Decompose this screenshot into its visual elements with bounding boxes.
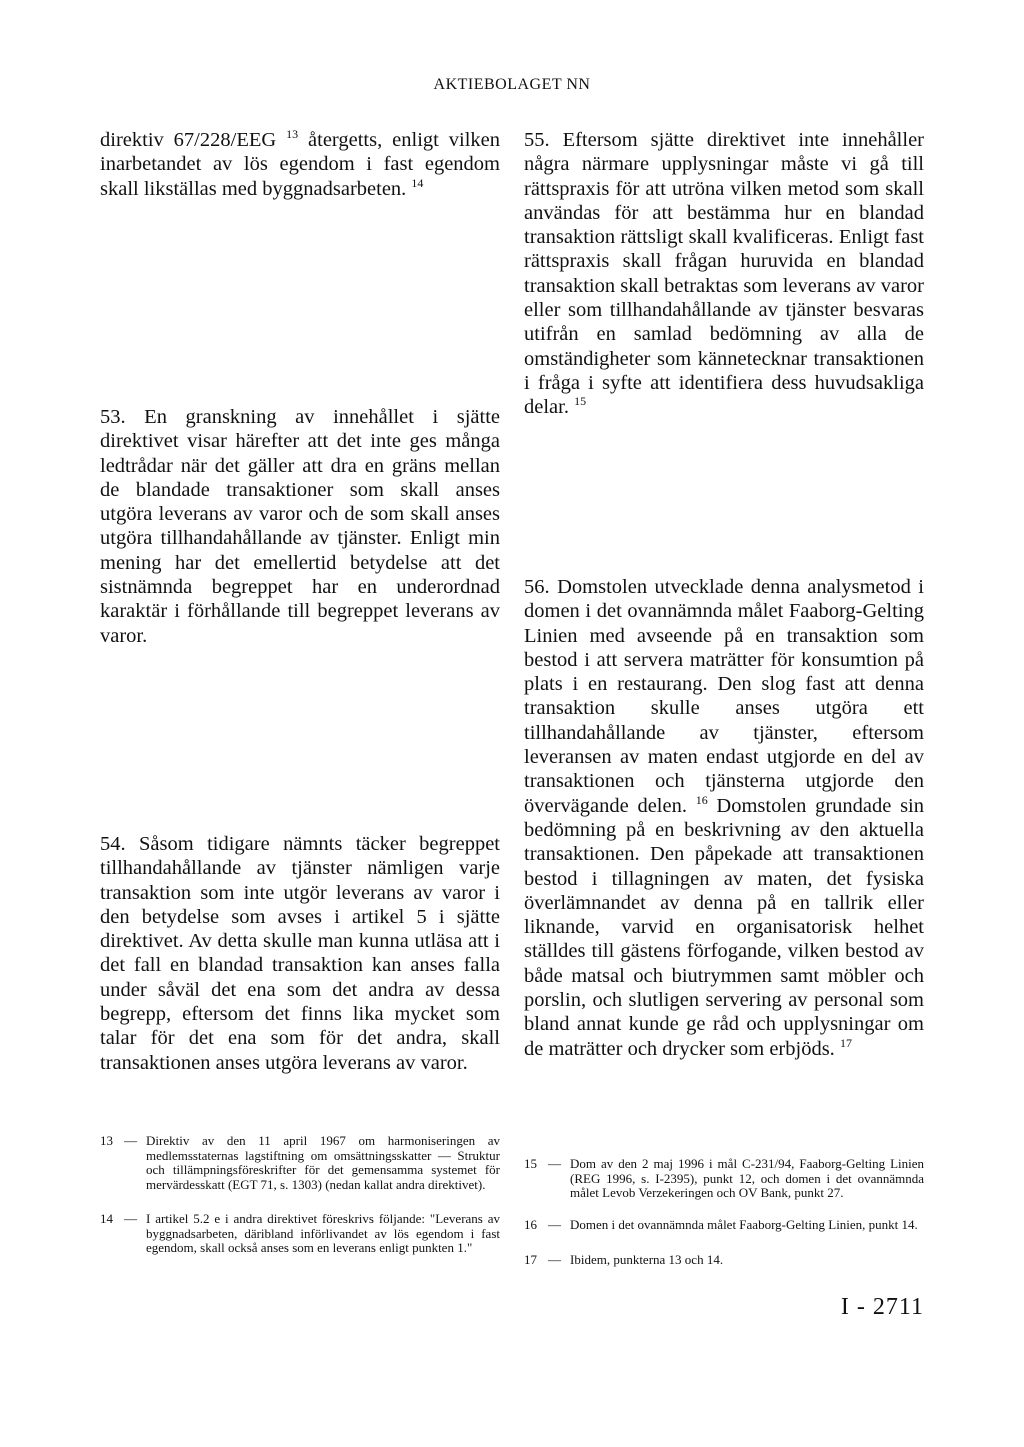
running-header: AKTIEBOLAGET NN: [433, 76, 591, 93]
footnote-17: 17 — Ibidem, punkterna 13 och 14.: [524, 1252, 724, 1267]
paragraph-continuation: direktiv 67/228/EEG $^{13}$ återgetts, enligt vilken inarbetandet av lös egendom i fast egendom skall likställas med byggnadsarbeten. $^{14}$: [100, 127, 500, 200]
footnote-16: 16 — Domen i det ovannämnda målet Faaborg-Gelting Linien, punkt 14.: [524, 1217, 918, 1232]
paragraph-53: 53. En granskning av innehållet i sjätte direktivet visar härefter att det inte ges många ledtrådar när det gäller att dra en gräns mellan de blandade transaktioner som skall anses utgöra leverans av varor och de som skall anses utgöra tillhandahållande av tjänster. Enligt min mening har det emellertid betydelse att det sistnämnda begreppet har en underordnad karaktär i förhållande till begreppet leverans av varor.: [100, 406, 500, 647]
footnote-13: 13 — Direktiv av den 11 april 1967 om harmoniseringen av medlemsstaternas lagstiftning om omsättningsskatter — Struktur och tillämpningsföreskrifter för det gemensamma systemet för mervärdesskatt (EGT 71, s. 1303) (nedan kallat andra direktivet).: [100, 1133, 500, 1192]
page-number: I - 2711: [840, 1294, 924, 1320]
footnote-14: 14 — I artikel 5.2 e i andra direktivet föreskrivs följande: "Leverans av byggnadsarbeten, däribland införlivandet av lös egendom i fast egendom, skall också anses som en leverans enligt punkten 1.": [100, 1211, 500, 1255]
paragraph-54: 54. Såsom tidigare nämnts täcker begreppet tillhandahållande av tjänster nämligen varje transaktion som inte utgör leverans av varor i den betydelse som avses i artikel 5 i sjätte direktivet. Av detta skulle man kunna utläsa att i det fall en blandad transaktion kan anses falla under såväl det ena som det andra av dessa begrepp, eftersom det finns lika mycket som talar för det ena som för det andra, skall transaktionen anses utgöra leverans av varor.: [100, 833, 500, 1074]
footnote-15: 15 — Dom av den 2 maj 1996 i mål C-231/94, Faaborg-Gelting Linien (REG 1996, s. I-2395), punkt 12, och domen i det ovannämnda målet Levob Verzekeringen och OV Bank, punkt 27.: [524, 1156, 924, 1200]
paragraph-55: 55. Eftersom sjätte direktivet inte innehåller några närmare upplysningar måste vi gå till rättspraxis för att utröna vilken metod som skall användas för att bestämma hur en blandad transaktion rättsligt skall kvalificeras. Enligt fast rättspraxis skall frågan huruvida en blandad transaktion skall betraktas som leverans av varor eller som tillhandahållande av tjänster besvaras utifrån en samlad bedömning av alla de omständigheter som kännetecknar transaktionen i fråga i syfte att identifiera dess huvudsakliga delar. $^{15}$: [524, 129, 924, 419]
paragraph-56: 56. Domstolen utvecklade denna analysmetod i domen i det ovannämnda målet Faaborg-Gelting Linien med avseende på en transaktion som bestod i att servera maträtter för konsumtion på plats i en restaurang. Den slog fast att denna transaktion skulle anses utgöra ett tillhandahållande av tjänster, eftersom leveransen av maten endast utgjorde en del av transaktionen och tjänsterna utgjorde den övervägande delen. $^{16}$ Domstolen grundade sin bedömning på en beskrivning av den aktuella transaktionen. Den påpekade att transaktionen bestod i tillagningen av maten, det fysiska överlämnandet av denna på en tallrik eller liknande, varvid en organisatorisk helhet ställdes till gästens förfogande, vilken bestod av både matsal och biutrymmen samt möbler och porslin, och slutligen servering av personal som bland annat kunde ge råd och upplysningar om de maträtter och drycker som erbjöds. $^{17}$: [524, 576, 925, 1060]
